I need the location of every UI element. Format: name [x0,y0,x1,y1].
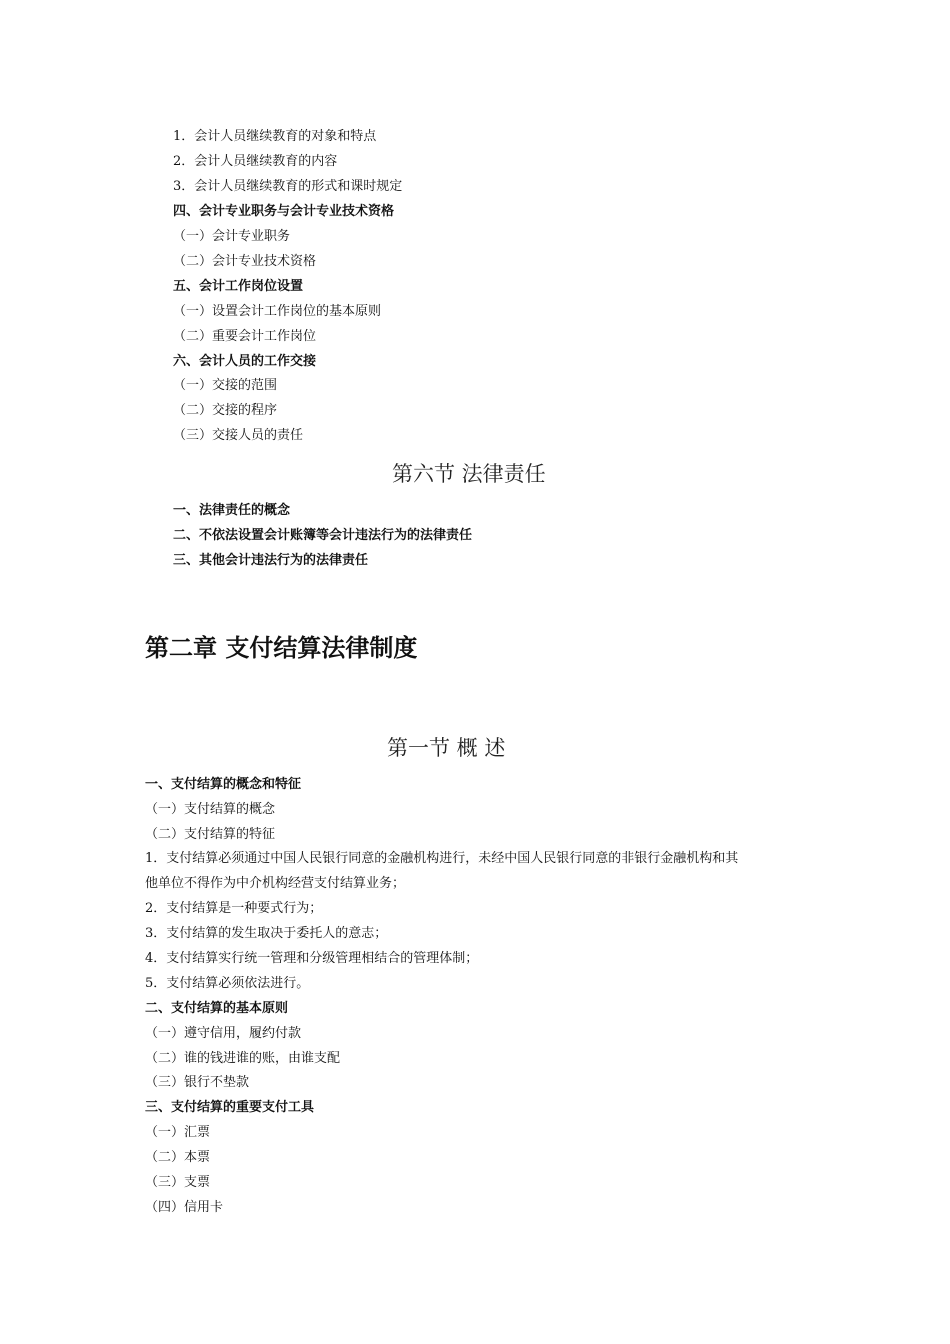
list-item: 5．支付结算必须依法进行。 [145,976,310,991]
list-item: 1．会计人员继续教育的对象和特点 [173,129,377,144]
list-item: （二）重要会计工作岗位 [173,329,317,344]
chapter-title: 第二章 支付结算法律制度 [145,634,418,662]
list-item: （二）支付结算的特征 [145,827,276,842]
list-item: （一）汇票 [145,1125,211,1140]
list-item: （一）遵守信用，履约付款 [145,1026,302,1041]
list-item: （三）交接人员的责任 [173,428,304,443]
section-heading: 三、支付结算的重要支付工具 [145,1100,315,1115]
list-item: （四）信用卡 [145,1200,224,1215]
list-item: （一）会计专业职务 [173,229,291,244]
list-item: （一）交接的范围 [173,378,278,393]
list-item: 2．支付结算是一种要式行为； [145,901,323,916]
list-item: 4．支付结算实行统一管理和分级管理相结合的管理体制； [145,951,479,966]
list-item: （三）银行不垫款 [145,1075,250,1090]
section-title: 第一节 概 述 [387,736,506,760]
section-heading: 二、不依法设置会计账簿等会计违法行为的法律责任 [173,528,473,543]
list-item: 3．支付结算的发生取决于委托人的意志； [145,926,388,941]
list-item: （一）支付结算的概念 [145,802,276,817]
section-title: 第六节 法律责任 [392,462,546,486]
paragraph-line: 1．支付结算必须通过中国人民银行同意的金融机构进行，未经中国人民银行同意的非银行金融机构和其 [145,851,739,866]
section-heading: 一、支付结算的概念和特征 [145,777,302,792]
list-item: （二）本票 [145,1150,211,1165]
section-heading: 五、会计工作岗位设置 [173,279,304,294]
list-item: （一）设置会计工作岗位的基本原则 [173,304,382,319]
list-item: （二）谁的钱进谁的账，由谁支配 [145,1051,341,1066]
section-heading: 二、支付结算的基本原则 [145,1001,289,1016]
list-item: 3．会计人员继续教育的形式和课时规定 [173,179,403,194]
list-item: 2．会计人员继续教育的内容 [173,154,338,169]
list-item: （二）会计专业技术资格 [173,254,317,269]
section-heading: 三、其他会计违法行为的法律责任 [173,553,369,568]
section-heading: 四、会计专业职务与会计专业技术资格 [173,204,395,219]
section-heading: 一、法律责任的概念 [173,503,291,518]
paragraph-line: 他单位不得作为中介机构经营支付结算业务； [145,876,406,891]
section-heading: 六、会计人员的工作交接 [173,354,317,369]
list-item: （三）支票 [145,1175,211,1190]
list-item: （二）交接的程序 [173,403,278,418]
